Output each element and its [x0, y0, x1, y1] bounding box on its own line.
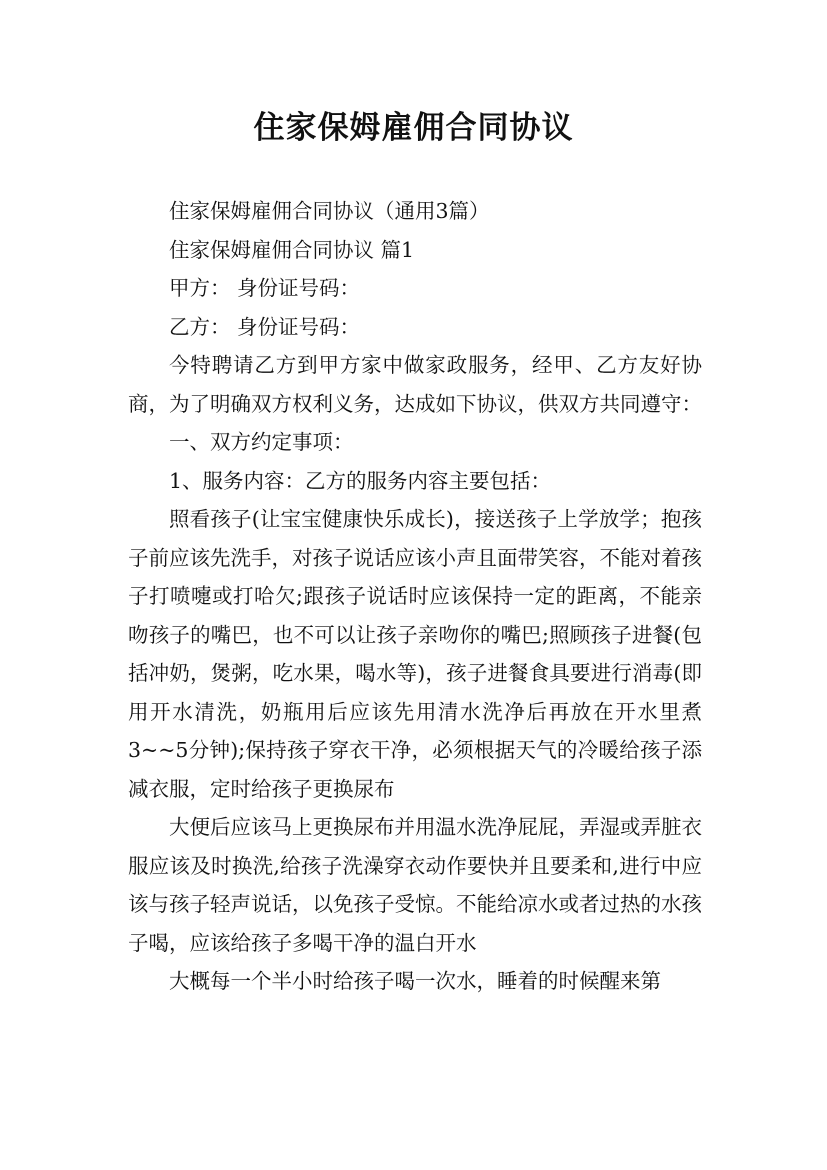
- document-title: 住家保姆雇佣合同协议: [253, 110, 574, 146]
- paragraph-section-heading: 住家保姆雇佣合同协议 篇1: [169, 237, 415, 262]
- document-body: [128, 192, 702, 1001]
- paragraph-party-a: 甲方： 身份证号码：: [169, 276, 361, 300]
- paragraph-subtitle: 住家保姆雇佣合同协议（通用3篇）: [169, 199, 490, 223]
- paragraph-diaper-care: 大便后应该马上更换尿布并用温水洗净屁屁，弄湿或弄脏衣服应该及时换洗,给孩子洗澡穿衣动作要快并且要柔和,进行中应该与孩子轻声说话，以免孩子受惊。不能给凉水或者过热的水孩子喝，应该给孩子多喝干净的温白开水: [128, 815, 702, 955]
- paragraph-agreed-items: 一、双方约定事项：: [169, 430, 354, 454]
- paragraph-water-schedule: 大概每一个半小时给孩子喝一次水，睡着的时候醒来第: [169, 969, 661, 993]
- paragraph-party-b: 乙方： 身份证号码：: [169, 314, 361, 339]
- paragraph-intro: 今特聘请乙方到甲方家中做家政服务，经甲、乙方友好协商，为了明确双方权利义务，达成如下协议，供双方共同遵守：: [128, 353, 702, 416]
- paragraph-service-content: 1、服务内容：乙方的服务内容主要包括：: [169, 468, 552, 493]
- paragraph-childcare: 照看孩子(让宝宝健康快乐成长)，接送孩子上学放学；抱孩子前应该先洗手，对孩子说话应该小声且面带笑容，不能对着孩子打喷嚏或打哈欠;跟孩子说话时应该保持一定的距离，不能亲吻孩子的嘴巴，也不可以让孩子亲吻你的嘴巴;照顾孩子进餐(包括冲奶，煲粥，吃水果，喝水等)，孩子进餐食具要进行消毒(即用开水清洗，奶瓶用后应该先用清水洗净后再放在开水里煮3~~5分钟);保持孩子穿衣干净，必须根据天气的冷暖给孩子添减衣服，定时给孩子更换尿布: [128, 507, 702, 801]
